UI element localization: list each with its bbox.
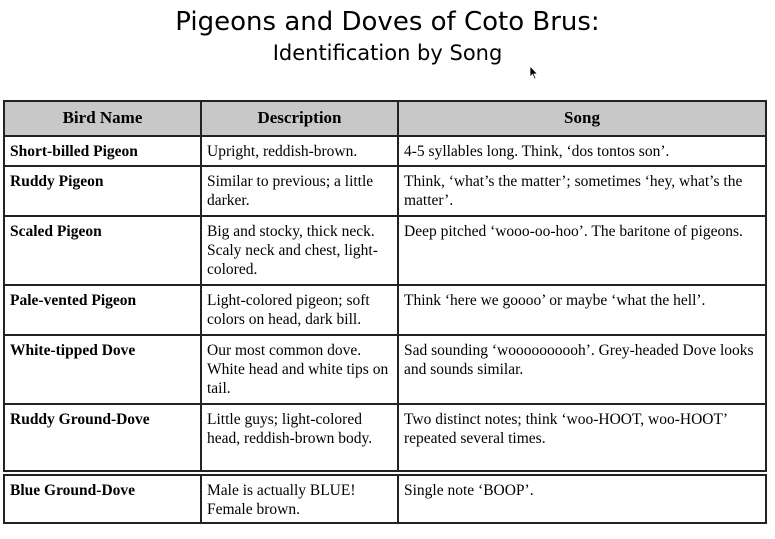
table-row (4, 136, 766, 166)
bird-name-cell: Pale-vented Pigeon (4, 285, 201, 335)
description-cell: Upright, reddish-brown. (201, 136, 398, 166)
description-cell: Little guys; light-colored head, reddish-brown body. (201, 404, 398, 473)
bird-name-cell: Ruddy Pigeon (4, 166, 201, 216)
table-row (4, 285, 766, 335)
column-header-description: Description (201, 101, 398, 136)
description-cell: Male is actually BLUE! Female brown. (201, 473, 398, 523)
page-title: Pigeons and Doves of Coto Brus: (175, 7, 600, 37)
column-header-bird-name: Bird Name (4, 101, 201, 136)
song-cell: Think, ‘what’s the matter’; sometimes ‘hey, what’s the matter’. (398, 166, 766, 216)
table-row (4, 216, 766, 285)
song-cell: Single note ‘BOOP’. (398, 473, 766, 523)
song-cell: Deep pitched ‘wooo-oo-hoo’. The baritone of pigeons. (398, 216, 766, 285)
column-header-song: Song (398, 101, 766, 136)
table-row (4, 404, 766, 473)
table-row (4, 335, 766, 404)
page-subtitle: Identification by Song (272, 41, 503, 65)
bird-song-table (3, 100, 767, 524)
mouse-pointer-icon (529, 65, 539, 80)
bird-name-cell: Short-billed Pigeon (4, 136, 201, 166)
description-cell: Big and stocky, thick neck. Scaly neck and chest, light-colored. (201, 216, 398, 285)
table-header-row (4, 101, 766, 136)
bird-song-table-container (3, 100, 765, 524)
description-cell: Our most common dove. White head and white tips on tail. (201, 335, 398, 404)
song-cell: 4-5 syllables long. Think, ‘dos tontos son’. (398, 136, 766, 166)
bird-name-cell: Blue Ground-Dove (4, 473, 201, 523)
bird-name-cell: Ruddy Ground-Dove (4, 404, 201, 473)
bird-name-cell: Scaled Pigeon (4, 216, 201, 285)
table-row (4, 473, 766, 523)
description-cell: Similar to previous; a little darker. (201, 166, 398, 216)
description-cell: Light-colored pigeon; soft colors on head, dark bill. (201, 285, 398, 335)
song-cell: Two distinct notes; think ‘woo-HOOT, woo-HOOT’ repeated several times. (398, 404, 766, 473)
song-cell: Think ‘here we goooo’ or maybe ‘what the hell’. (398, 285, 766, 335)
table-row (4, 166, 766, 216)
bird-name-cell: White-tipped Dove (4, 335, 201, 404)
song-cell: Sad sounding ‘woooooooooh’. Grey-headed Dove looks and sounds similar. (398, 335, 766, 404)
